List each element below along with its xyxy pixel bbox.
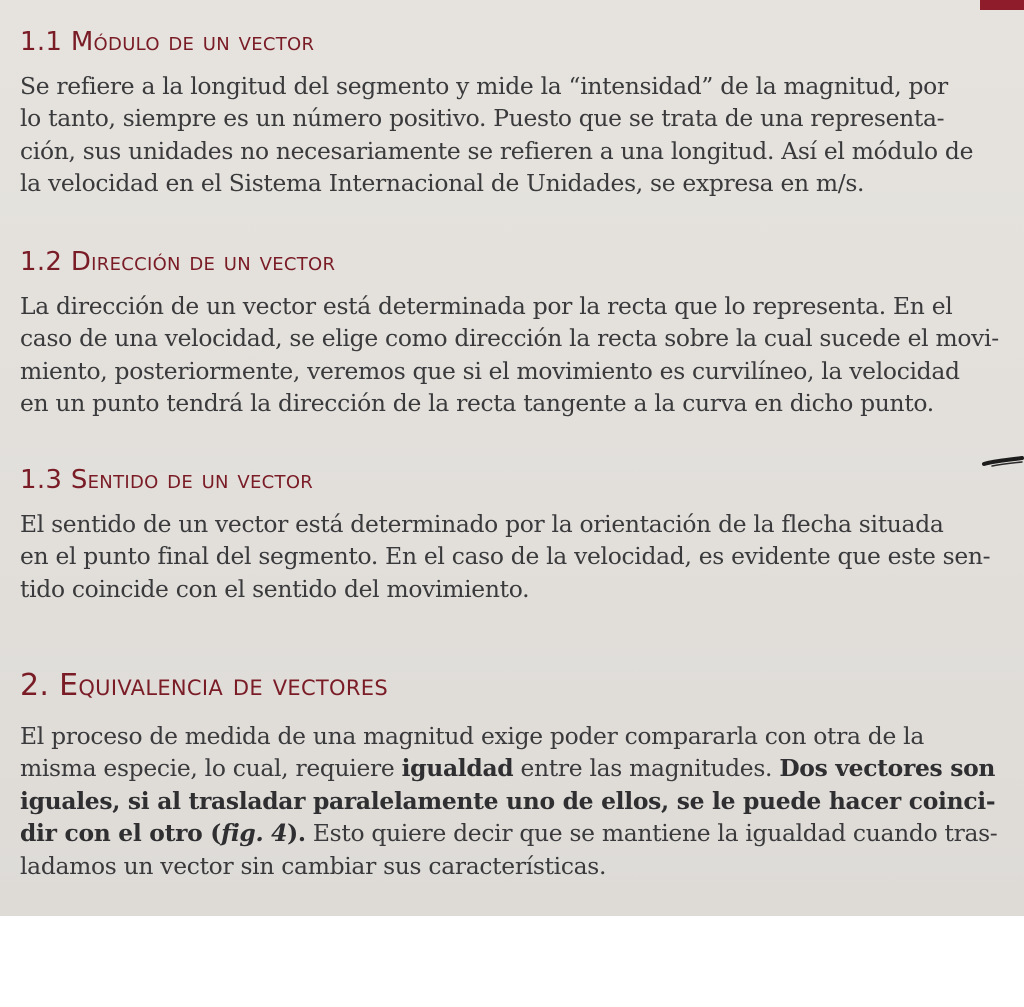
paragraph-line: lo tanto, siempre es un número positivo. Puesto que se trata de una representa- [20, 104, 945, 133]
section-heading [20, 246, 1020, 278]
section-number: 1.3 [20, 465, 63, 495]
chapter-heading [20, 668, 1020, 704]
paragraph-line: tido coincide con el sentido del movimiento. [20, 574, 530, 603]
section-title: Módulo de un vector [70, 27, 315, 57]
section-modulo [20, 26, 1020, 200]
text-run: entre las magnitudes. [513, 754, 780, 783]
bold-definition: ). [287, 819, 306, 848]
section-number: 1.1 [20, 27, 63, 57]
paragraph-line: Se refiere a la longitud del segmento y mide la “intensidad” de la magnitud, por [20, 72, 948, 100]
text-run: misma especie, lo cual, requiere [20, 754, 402, 783]
section-paragraph [20, 508, 1020, 605]
bold-term: igualdad [401, 754, 514, 783]
section-title: Sentido de un vector [70, 465, 314, 495]
paragraph-line: El sentido de un vector está determinado por la orientación de la flecha situada [20, 510, 944, 538]
bold-definition: Dos vectores son [779, 754, 996, 783]
paragraph-line: caso de una velocidad, se elige como dirección la recta sobre la cual sucede el movi- [20, 324, 999, 353]
section-number: 2. [20, 668, 50, 703]
section-paragraph [20, 720, 1020, 882]
section-equivalencia [20, 668, 1020, 882]
paragraph-line: en el punto final del segmento. En el caso de la velocidad, es evidente que este sen- [20, 542, 991, 571]
section-paragraph [20, 70, 1020, 200]
section-heading [20, 26, 1020, 58]
paragraph-line: ladamos un vector sin cambiar sus características. [20, 851, 607, 880]
section-direccion [20, 246, 1020, 420]
section-heading [20, 464, 1020, 496]
text-run: Esto quiere decir que se mantiene la igualdad cuando tras- [305, 819, 998, 848]
paragraph-line [20, 785, 1020, 817]
paragraph-line: la velocidad en el Sistema Internacional de Unidades, se expresa en m/s. [20, 169, 865, 198]
section-title: Dirección de un vector [70, 247, 336, 277]
paragraph-line: El proceso de medida de una magnitud exige poder compararla con otra de la [20, 722, 924, 750]
paragraph-line [20, 817, 1020, 849]
paragraph-line [20, 752, 1020, 784]
section-sentido [20, 464, 1020, 605]
section-title: Equivalencia de vectores [59, 668, 388, 703]
corner-color-tab [980, 0, 1024, 10]
figure-reference: fig. 4 [221, 819, 288, 848]
section-number: 1.2 [20, 247, 63, 277]
paragraph-line: La dirección de un vector está determinada por la recta que lo representa. En el [20, 292, 953, 320]
section-paragraph [20, 290, 1020, 420]
paragraph-line: miento, posteriormente, veremos que si el movimiento es curvilíneo, la velocidad [20, 356, 960, 385]
bold-definition: dir con el otro ( [20, 819, 222, 848]
paragraph-line: ción, sus unidades no necesariamente se refieren a una longitud. Así el módulo de [20, 136, 974, 165]
bold-definition: iguales, si al trasladar paralelamente uno de ellos, se le puede hacer coinci- [20, 786, 996, 815]
paragraph-line: en un punto tendrá la dirección de la recta tangente a la curva en dicho punto. [20, 389, 934, 418]
